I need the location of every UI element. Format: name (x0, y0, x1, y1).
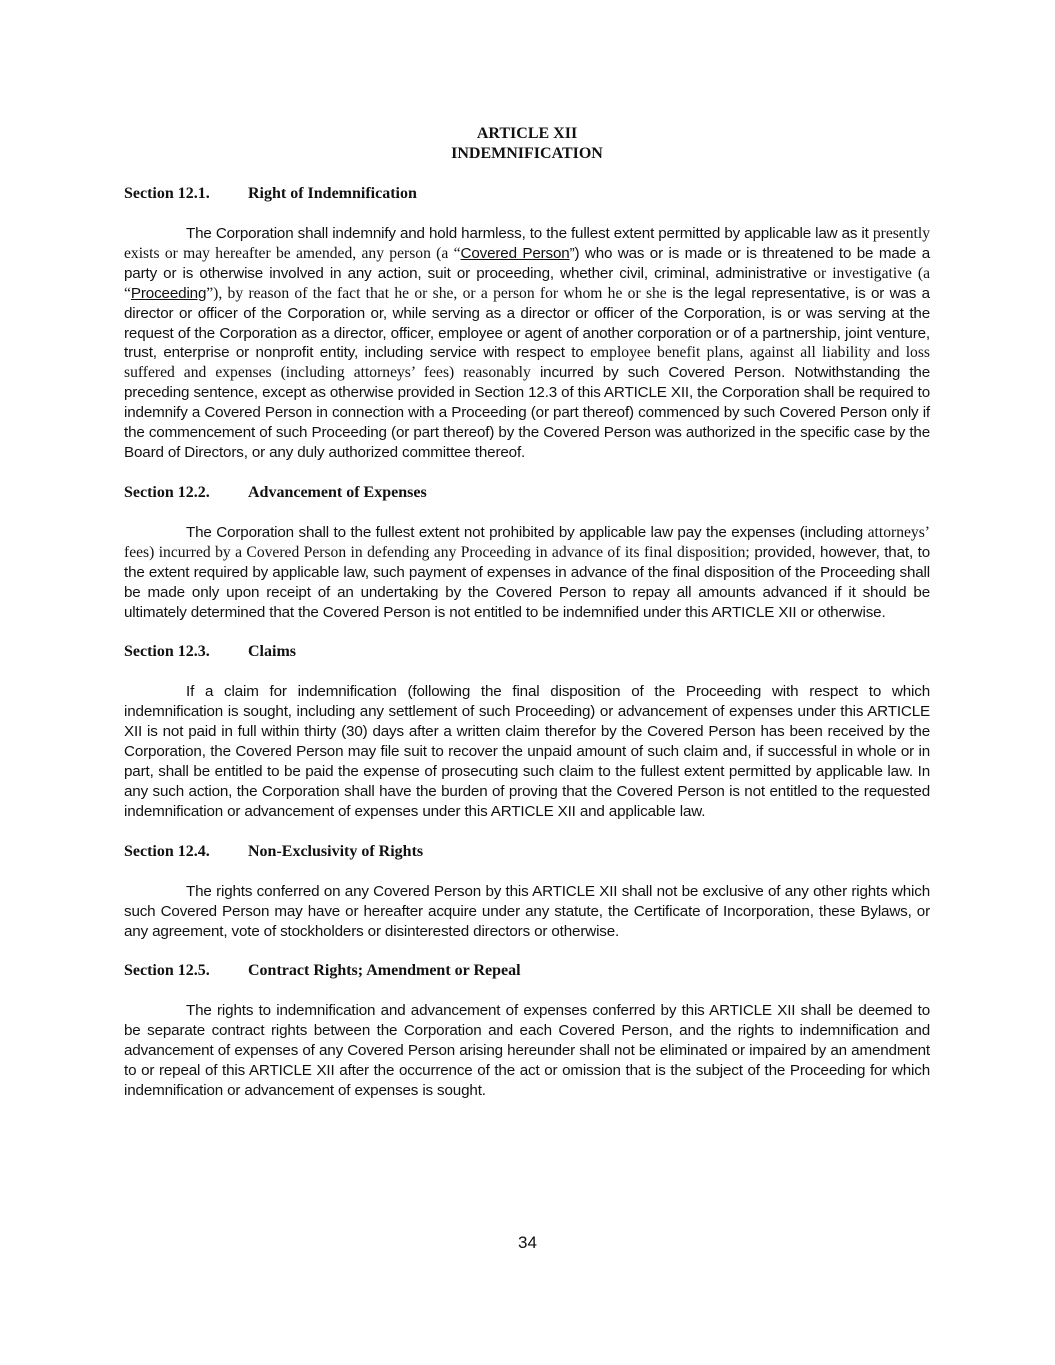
text-run: provided, however, that, to the extent required by applicable law, such payment of expenses in advance of the final disposition of the Proceeding shall be made only upon receipt of an undertaking by the Covered Person to repay all amounts advanced if it should be ultimately determined that the Covered Person is not entitled to be indemnified under this ARTICLE XII or otherwise. (124, 543, 930, 621)
text-run: The Corporation shall indemnify and hold harmless, to the fullest extent permitted by applicable law as it (186, 225, 873, 242)
section-number: Section 12.4. (124, 842, 210, 860)
section-title: Advancement of Expenses (248, 483, 427, 501)
text-run: ”) who was or is made or is threatened to be made a party or is otherwise involved in any action, suit or proceeding, whether civil, criminal, administrative (124, 244, 930, 282)
section-number: Section 12.2. (124, 483, 210, 501)
article-number: ARTICLE XII (476, 125, 578, 142)
section-title: Contract Rights; Amendment or Repeal (248, 962, 521, 980)
text-run: The Corporation shall to the fullest extent not prohibited by applicable law pay the expenses (including (186, 523, 868, 541)
section-heading-12-4 (124, 842, 930, 862)
section-number: Section 12.3. (124, 643, 210, 661)
defined-term-proceeding: Proceeding (130, 284, 207, 302)
section-title: Claims (248, 643, 296, 661)
text-run: is the legal representative, is or was a director or officer of the Corporation or, while serving as a director or officer of the Corporation, is or was serving at the request of the Corporation as a director, officer, employee or agent of another corporation or of a partnership, joint venture, trust, enterprise or nonprofit entity, including service with respect to (124, 284, 930, 362)
section-title: Right of Indemnification (248, 185, 417, 202)
defined-term-covered-person: Covered Person (460, 244, 570, 262)
section-body-12-3: If a claim for indemnification (following the final disposition of the Proceeding with respect to which indemnification is sought, including any settlement of such Proceeding) or advancement of expenses under this ARTICLE XII is not paid in full within thirty (30) days after a written claim therefor by the Covered Person has been received by the Corporation, the Covered Person may file suit to recover the unpaid amount of such claim and, if successful in whole or in part, shall be entitled to be paid the expense of prosecuting such claim to the fullest extent permitted by applicable law. In any such action, the Corporation shall have the burden of proving that the Covered Person is not entitled to the requested indemnification or advancement of expenses under this ARTICLE XII and applicable law. (124, 683, 930, 820)
section-heading-12-3 (124, 642, 930, 662)
section-number: Section 12.1. (124, 185, 210, 202)
section-body-12-2 (124, 523, 930, 623)
article-title: INDEMNIFICATION (451, 145, 603, 162)
text-run: attorneys’ fees) incurred by a Covered Person in defending any Proceeding in advance of its final disposition; (124, 523, 930, 561)
text-run: employee benefit plans, against all liability and loss suffered and expenses (including attorneys’ fees) reasonably (124, 344, 930, 382)
document-page (124, 124, 930, 1101)
text-run: presently exists or may hereafter be amended, any person (a “ (124, 225, 930, 262)
text-run: or investigative (a “ (124, 264, 930, 302)
section-number: Section 12.5. (124, 962, 210, 980)
section-heading-12-5 (124, 961, 930, 981)
section-body-12-1 (124, 224, 930, 463)
text-run: ”), by reason of the fact that he or she, or a person for whom he or she (206, 284, 667, 302)
page-number: 34 (518, 1233, 537, 1252)
text-run: incurred by such Covered Person. Notwithstanding the preceding sentence, except as otherwise provided in Section 12.3 of this ARTICLE XII, the Corporation shall be required to indemnify a Covered Person in connection with a Proceeding (or part thereof) commenced by such Covered Person only if the commencement of such Proceeding (or part thereof) by the Covered Person was authorized in the specific case by the Board of Directors, or any duly authorized committee thereof. (124, 364, 930, 461)
section-title: Non-Exclusivity of Rights (248, 842, 424, 860)
section-heading-12-2 (124, 483, 930, 503)
section-heading-12-1 (124, 184, 930, 204)
section-body-12-5: The rights to indemnification and advancement of expenses conferred by this ARTICLE XII shall be deemed to be separate contract rights between the Corporation and each Covered Person, and the rights to indemnification and advancement of expenses of any Covered Person arising hereunder shall not be eliminated or impaired by an amendment to or repeal of this ARTICLE XII after the occurrence of the act or omission that is the subject of the Proceeding for which indemnification or advancement of expenses is sought. (124, 1002, 930, 1100)
section-body-12-4: The rights conferred on any Covered Person by this ARTICLE XII shall not be exclusive of any other rights which such Covered Person may have or hereafter acquire under any statute, the Certificate of Incorporation, these Bylaws, or any agreement, vote of stockholders or disinterested directors or otherwise. (124, 882, 930, 940)
